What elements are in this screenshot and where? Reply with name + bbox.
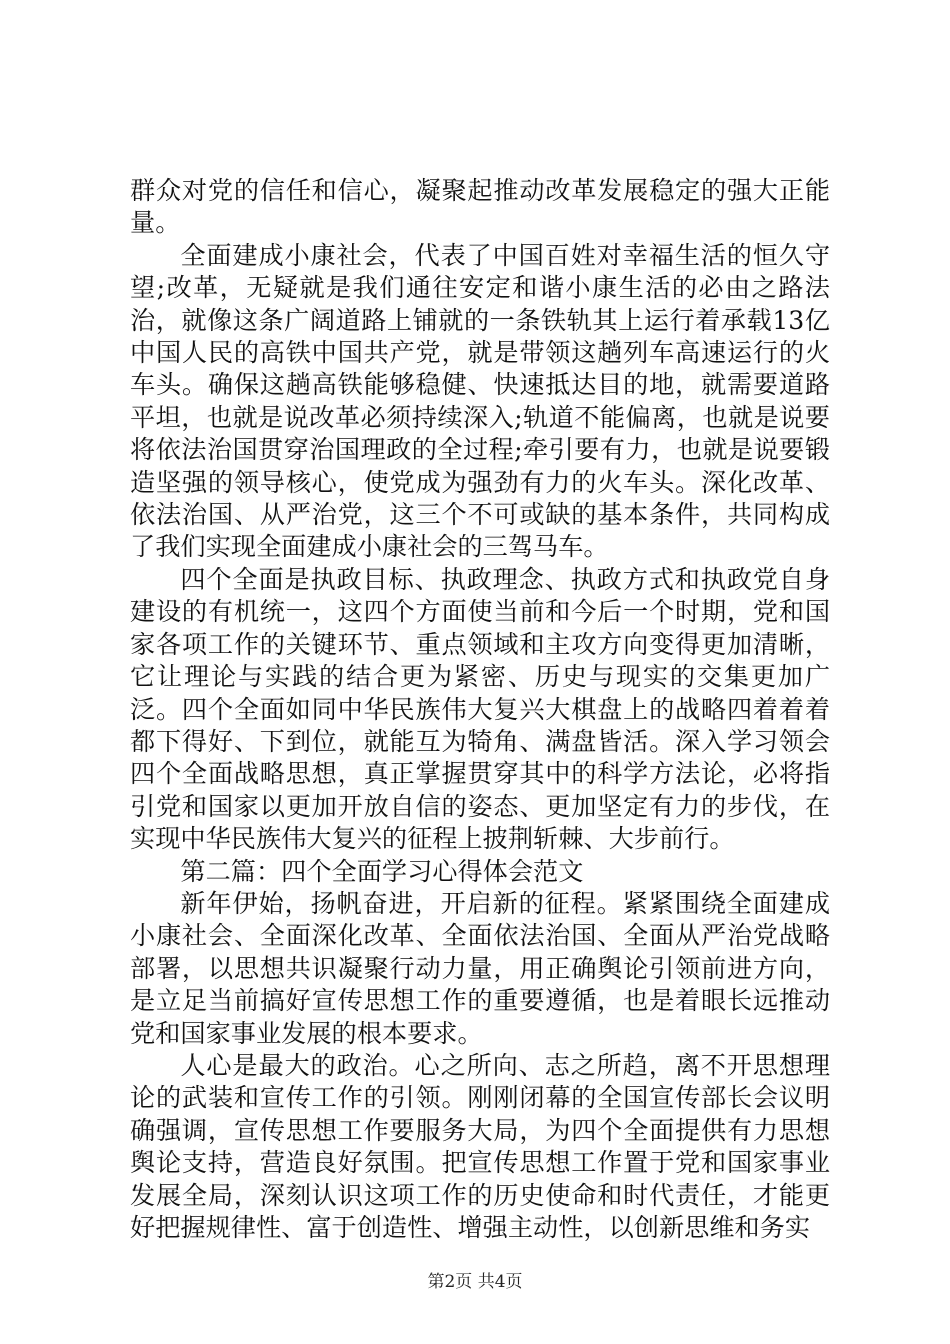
document-body bbox=[130, 175, 830, 1244]
paragraph-1: 群众对党的信任和信心，凝聚起推动改革发展稳定的强大正能量。 bbox=[130, 176, 830, 238]
page-footer: 第2页 共4页 bbox=[427, 1272, 523, 1292]
paragraph-4: 新年伊始，扬帆奋进，开启新的征程。紧紧围绕全面建成小康社会、全面深化改革、全面依法治国、全面从严治党战略部署，以思想共识凝聚行动力量，用正确舆论引领前进方向，是立足当前搞好宣传思想工作的重要遵循，也是着眼长远推动党和国家事业发展的根本要求。 bbox=[130, 888, 830, 1048]
section-heading: 第二篇：四个全面学习心得体会范文 bbox=[180, 856, 584, 886]
paragraph-3: 四个全面是执政目标、执政理念、执政方式和执政党自身建设的有机统一，这四个方面使当前和今后一个时期，党和国家各项工作的关键环节、重点领域和主攻方向变得更加清晰，它让理论与实践的结合更为紧密、历史与现实的交集更加广泛。四个全面如同中华民族伟大复兴大棋盘上的战略四着着着都下得好、下到位，就能互为犄角、满盘皆活。深入学习领会四个全面战略思想，真正掌握贯穿其中的科学方法论，必将指引党和国家以更加开放自信的姿态、更加坚定有力的步伐，在实现中华民族伟大复兴的征程上披荆斩棘、大步前行。 bbox=[130, 564, 830, 854]
paragraph-5: 人心是最大的政治。心之所向、志之所趋，离不开思想理论的武装和宣传工作的引领。刚刚闭幕的全国宣传部长会议明确强调，宣传思想工作要服务大局，为四个全面提供有力思想舆论支持，营造良好氛围。把宣传思想工作置于党和国家事业发展全局，深刻认识这项工作的历史使命和时代责任，才能更好把握规律性、富于创造性、增强主动性，以创新思维和务实 bbox=[130, 1050, 830, 1242]
paragraph-2: 全面建成小康社会，代表了中国百姓对幸福生活的恒久守望;改革，无疑就是我们通往安定和谐小康生活的必由之路法治，就像这条广阔道路上铺就的一条铁轨其上运行着承载13亿中国人民的高铁中国共产党，就是带领这趟列车高速运行的火车头。确保这趟高铁能够稳健、快速抵达目的地，就需要道路平坦，也就是说改革必须持续深入;轨道不能偏离，也就是说要将依法治国贯穿治国理政的全过程;牵引要有力，也就是说要锻造坚强的领导核心，使党成为强劲有力的火车头。深化改革、依法治国、从严治党，这三个不可或缺的基本条件，共同构成了我们实现全面建成小康社会的三驾马车。 bbox=[130, 240, 830, 562]
